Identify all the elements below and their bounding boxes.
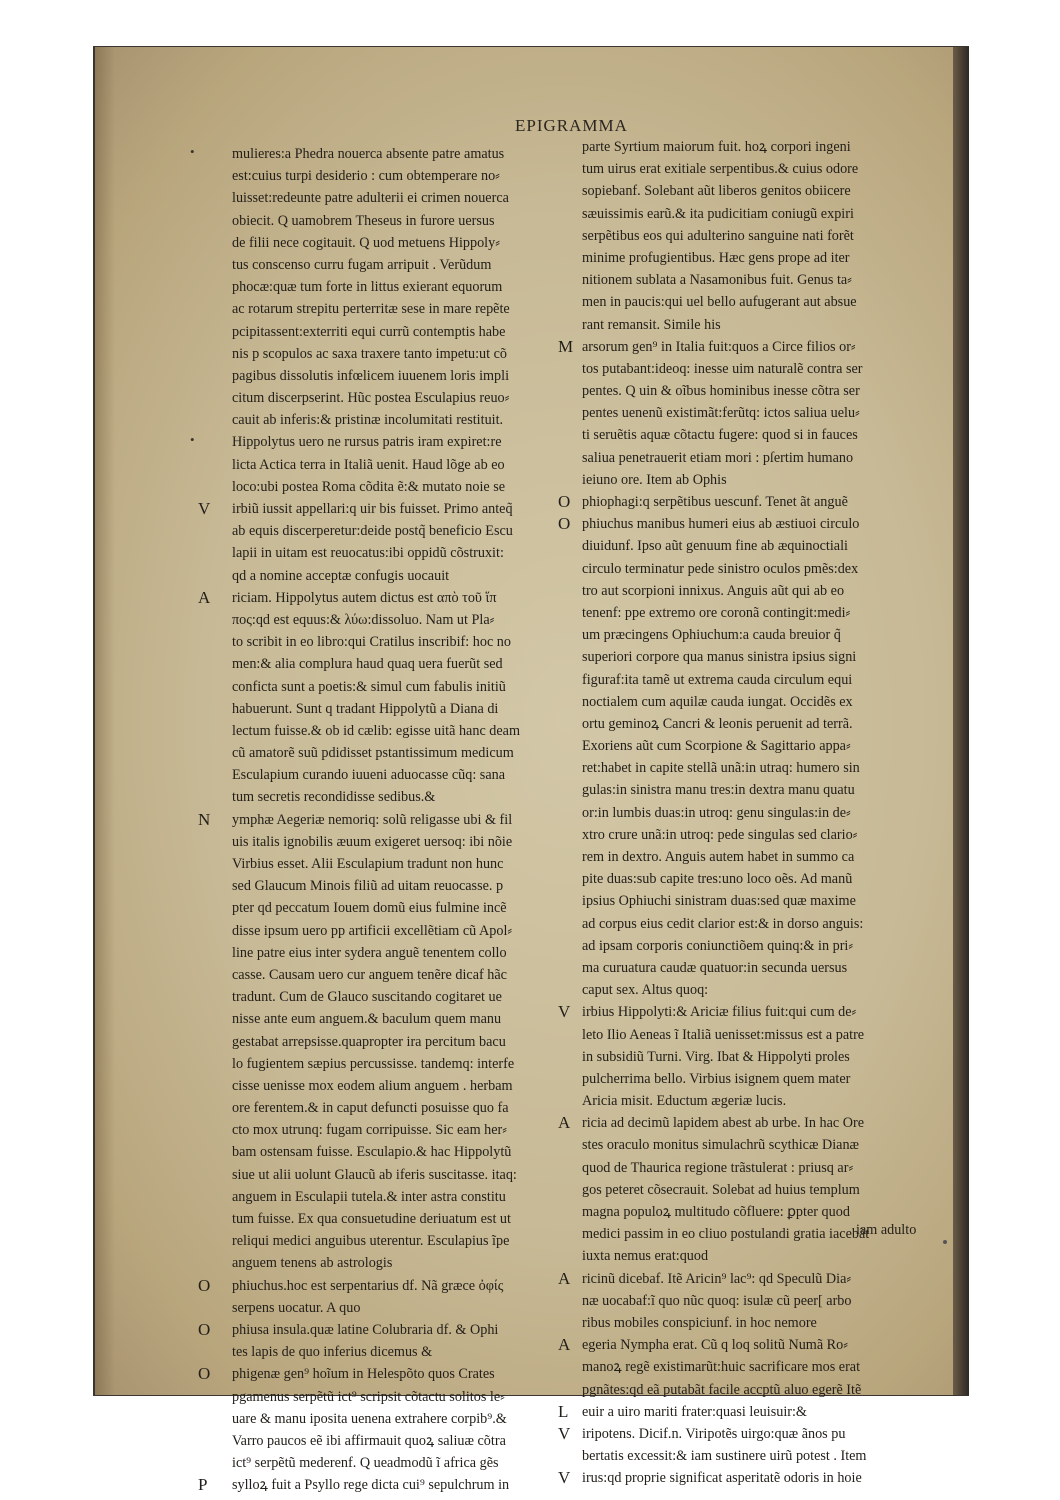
line-text: euir a uiro mariti frater:quasi leuisuir:& xyxy=(582,1403,807,1420)
text-line xyxy=(582,580,942,602)
text-line xyxy=(582,757,942,779)
text-line xyxy=(558,1467,942,1489)
line-text: egeria Nympha erat. Cũ q loq solitũ Numã Ro⸗ xyxy=(582,1337,848,1354)
initial-letter: O xyxy=(558,492,571,511)
line-text: tro aut scorpioni innixus. Anguis aũt qui ab eo xyxy=(582,582,845,599)
text-line xyxy=(558,1401,942,1423)
text-line xyxy=(232,1075,582,1097)
text-line xyxy=(582,358,942,380)
line-text: loco:ubi postea Roma cõdita ẽ:& mutato noie se xyxy=(232,478,506,495)
text-line xyxy=(558,1423,942,1445)
text-line xyxy=(232,698,582,720)
line-text: ad corpus eius cedit clarior est:& in dorso anguis: xyxy=(582,915,864,932)
line-text: est:cuius turpi desiderio : cum obtemperare no⸗ xyxy=(232,168,500,185)
line-text: Virbius esset. Alii Esculapium tradunt non hunc xyxy=(232,856,504,872)
line-text: serpens uocatur. A quo xyxy=(232,1299,361,1316)
text-line xyxy=(232,1119,582,1141)
line-text: to scribit in eo libro:qui Cratilus inscribif: hoc no xyxy=(232,634,511,651)
text-line xyxy=(582,1201,942,1223)
text-line xyxy=(232,942,582,964)
initial-letter: V xyxy=(558,1468,571,1488)
text-line xyxy=(582,447,942,469)
text-line xyxy=(582,1090,942,1112)
line-text: irbius Hippolyti:& Ariciæ filius fuit:qui cum de⸗ xyxy=(582,1004,857,1021)
line-text: ac rotarum strepitu perterritæ sese in mare repẽte xyxy=(232,301,510,318)
line-text: phiuchus manibus humeri eius ab æstiuoi circulo xyxy=(582,516,860,533)
text-line xyxy=(582,1157,942,1179)
line-text: cisse uenisse mox eodem alium anguem . herbam xyxy=(232,1077,513,1094)
line-text: pter qd peccatum Iouem domũ eius fulmine incẽ xyxy=(232,900,507,917)
text-line xyxy=(582,1046,942,1068)
line-text: obiecit. Q uamobrem Theseus in furore uersus xyxy=(232,212,495,229)
text-line xyxy=(232,1452,582,1474)
line-text: quod de Thaurica regione trãstulerat : priusq ar⸗ xyxy=(582,1159,854,1176)
line-text: arsorum gen⁹ in Italia fuit:quos a Circe filios or⸗ xyxy=(582,338,856,355)
line-text: cto mox utrunq: fugam corripuisse. Sic eam her⸗ xyxy=(232,1122,508,1139)
text-line xyxy=(232,1097,582,1119)
line-text: ribus mobiles conspiciunf. in hoc nemore xyxy=(582,1314,817,1331)
line-text: bam ostensam fuisse. Esculapio.& hac Hippolytũ xyxy=(232,1144,512,1161)
initial-letter: O xyxy=(198,1319,211,1339)
line-text: tus conscenso curru fugam arripuit . Verũdum xyxy=(232,256,492,273)
line-text: qd a nomine acceptæ confugis uocauit xyxy=(232,567,450,584)
text-line xyxy=(582,669,942,691)
line-text: ti seruẽtis aquæ cõtactu fugere: quod si in fauces xyxy=(582,427,858,444)
line-text: lo fugientem sæpius percussisse. tandemq: interfe xyxy=(232,1055,515,1072)
line-text: pentes uenenũ existimãt:ferũtq: ictos saliua uelu⸗ xyxy=(582,405,860,422)
line-text: uare & manu iposita uenena extrahere corpib⁹.& xyxy=(232,1410,507,1427)
text-line xyxy=(558,513,942,535)
text-line xyxy=(198,1363,582,1385)
line-text: pite duas:sub capite tres:uno loco oẽs. Ad manũ xyxy=(582,871,853,888)
text-line xyxy=(232,232,582,254)
text-line xyxy=(582,1312,942,1334)
line-text: gos peteret cõsecrauit. Solebat ad huius templum xyxy=(582,1181,860,1198)
line-text: nis p scopulos ac saxa traxere tanto impetu:ut cõ xyxy=(232,345,508,362)
line-text: sed Glaucum Minois filiũ ad uitam reuocasse. p xyxy=(232,878,504,895)
text-line xyxy=(582,558,942,580)
initial-letter: P xyxy=(198,1475,208,1495)
line-text: circulo terminatur pede sinistro oculos pmẽs:dex xyxy=(582,560,859,577)
line-text: conficta sunt a poetis:& simul cum fabulis initiũ xyxy=(232,678,506,695)
text-line xyxy=(582,913,942,935)
text-line xyxy=(582,979,942,1001)
line-text: ab equis discerperetur:deide postq̃ beneficio Escu xyxy=(232,523,513,540)
text-line xyxy=(582,935,942,957)
text-line xyxy=(582,380,942,402)
initial-letter: N xyxy=(198,809,211,829)
text-line xyxy=(232,1031,582,1053)
text-line xyxy=(232,720,582,742)
line-text: ma curuatura caudæ quatuor:in secunda uersus xyxy=(582,959,848,976)
text-line xyxy=(582,1379,942,1401)
line-text: men:& alia complura haud quaq uera fuerũt sed xyxy=(232,656,503,673)
text-line xyxy=(582,225,942,247)
text-line xyxy=(198,1275,582,1297)
text-line xyxy=(232,1053,582,1075)
initial-letter: L xyxy=(558,1401,569,1421)
text-line xyxy=(582,691,942,713)
text-line xyxy=(582,1445,942,1467)
text-line xyxy=(582,136,942,158)
text-line xyxy=(198,1474,582,1496)
text-line xyxy=(582,402,942,424)
line-text: in subsidiũ Turni. Virg. Ibat & Hippolyti proles xyxy=(582,1048,850,1065)
text-line xyxy=(582,314,942,336)
line-text: πος:qd est equus:& λύω:dissoluo. Nam ut Pla⸗ xyxy=(232,611,495,628)
text-line xyxy=(232,165,582,187)
text-line xyxy=(232,986,582,1008)
line-text: minime profugientibus. Hæc gens prope ad iter xyxy=(582,249,850,266)
text-line xyxy=(232,1141,582,1163)
text-line xyxy=(232,1208,582,1230)
text-line xyxy=(232,853,582,875)
text-line xyxy=(582,646,942,668)
line-text: riciam. Hippolytus autem dictus est απὸ τοῦ ἵπ xyxy=(232,589,497,606)
text-line xyxy=(582,1356,942,1378)
line-text: tum fuisse. Ex qua consuetudine deriuatum est ut xyxy=(232,1211,511,1227)
line-text: anguem tenens ab astrologis xyxy=(232,1255,393,1272)
line-text: sopiebanf. Solebant aũt liberos genitos obiicere xyxy=(582,183,851,200)
line-text: phiusa insula.quæ latine Colubraria df. & Ophi xyxy=(232,1321,499,1338)
line-text: men in paucis:qui uel bello aufugerant aut absue xyxy=(582,294,857,311)
line-text: tradunt. Cum de Glauco suscitando cogitaret ue xyxy=(232,989,502,1006)
text-line xyxy=(232,454,582,476)
line-text: citum discerpserint. Hũc postea Esculapius reuo⸗ xyxy=(232,390,510,407)
text-line xyxy=(232,1430,582,1452)
text-line xyxy=(232,609,582,631)
paragraph-mark: • xyxy=(190,432,195,448)
text-line xyxy=(582,424,942,446)
text-line xyxy=(190,143,582,165)
leaf-edge xyxy=(953,47,969,1395)
text-line xyxy=(558,1268,942,1290)
line-text: uis italis ignobilis æuum exigeret uersoq: ibi nõie xyxy=(232,833,513,850)
line-text: saliua penetrauerit etiam mori : pſertim humano xyxy=(582,449,854,466)
text-line xyxy=(232,365,582,387)
text-line xyxy=(558,1001,942,1023)
text-line xyxy=(582,469,942,491)
line-text: lapii in uitam est reuocatus:ibi oppidũ cõstruxit: xyxy=(232,545,504,562)
line-text: pgnãtes:qd eã putabãt facile accptũ aluo egerẽ Itẽ xyxy=(582,1381,862,1398)
line-text: or:in lumbis duas:in utroq: genu singulas:in de⸗ xyxy=(582,804,851,821)
line-text: ricinũ dicebaf. Itẽ Aricin⁹ lac⁹: qd Speculũ Dia⸗ xyxy=(582,1270,852,1287)
text-line xyxy=(190,431,582,453)
text-line xyxy=(582,779,942,801)
line-text: ortu geminoꝝ Cancri & leonis peruenit ad terrã. xyxy=(582,715,853,732)
line-text: gestabat arrepsisse.quapropter ira percitum bacu xyxy=(232,1033,506,1050)
text-line xyxy=(582,1290,942,1312)
line-text: anguem in Esculapii tutela.& inter astra constitu xyxy=(232,1188,506,1205)
text-line xyxy=(582,203,942,225)
line-text: phiuchus.hoc est serpentarius df. Nã græce ὀφίς xyxy=(232,1277,504,1294)
text-line xyxy=(198,809,582,831)
text-line xyxy=(582,824,942,846)
line-text: figuraf:ita tamẽ ut extrema cauda circulum equi xyxy=(582,671,853,688)
initial-letter: A xyxy=(198,587,211,607)
initial-letter: V xyxy=(558,1002,571,1022)
text-line xyxy=(558,1112,942,1134)
initial-letter: A xyxy=(558,1113,571,1133)
text-line xyxy=(232,276,582,298)
text-line xyxy=(232,387,582,409)
text-line xyxy=(232,676,582,698)
text-line xyxy=(582,624,942,646)
initial-letter: O xyxy=(558,514,571,534)
line-text: de filii nece cogitauit. Q uod metuens Hippoly⸗ xyxy=(232,234,500,251)
line-text: licta Actica terra in Italiã uenit. Haud lõge ab eo xyxy=(232,456,505,473)
initial-letter: A xyxy=(558,1268,571,1288)
line-text: tum uirus erat exitiale serpentibus.& cuius odore xyxy=(582,161,859,178)
line-text: siue ut alii uolunt Glaucũ ab iferis suscitasse. itaq: xyxy=(232,1166,517,1183)
line-text: ricia ad decimũ lapidem abest ab urbe. In hac Ore xyxy=(582,1115,865,1132)
line-text: phigenæ gen⁹ hoĩum in Helespõto quos Crates xyxy=(232,1366,495,1383)
text-line xyxy=(582,158,942,180)
text-line xyxy=(232,1408,582,1430)
line-text: disse ipsum uero pp artificii excellẽtiam cũ Apol⸗ xyxy=(232,922,513,939)
text-line xyxy=(232,409,582,431)
text-line xyxy=(232,1164,582,1186)
text-line xyxy=(232,210,582,232)
line-text: serpẽtibus eos qui adulterino sanguine nati forẽt xyxy=(582,227,854,244)
line-text: iuxta nemus erat:quod xyxy=(582,1248,709,1265)
line-text: ret:habet in capite stellã unã:in utraq: humero sin xyxy=(582,760,860,777)
line-text: tos putabant:ideoq: inesse uim naturalẽ contra ser xyxy=(582,360,863,377)
text-line xyxy=(198,498,582,520)
line-text: rant remansit. Simile his xyxy=(582,316,721,333)
text-line xyxy=(582,247,942,269)
line-text: tum secretis recondidisse sedibus.& xyxy=(232,789,436,806)
text-line xyxy=(582,1245,942,1267)
initial-letter: O xyxy=(198,1364,211,1384)
line-text: bertatis excessit:& iam sustinere uirũ potest . Item xyxy=(582,1448,867,1465)
text-line xyxy=(232,875,582,897)
text-line xyxy=(232,764,582,786)
line-text: pulcherrima bello. Virbius isignem quem mater xyxy=(582,1070,851,1087)
line-text: reliqui medici anguibus uterentur. Esculapius ĩpe xyxy=(232,1233,510,1250)
line-text: Esculapium curando iuueni aduocasse cũq: sana xyxy=(232,767,506,784)
line-text: manoꝝ regẽ existimarũt:huic sacrificare mos erat xyxy=(582,1359,861,1376)
line-text: phiophagi:q serpẽtibus uescunf. Tenet ãt anguẽ xyxy=(582,494,848,510)
text-line xyxy=(232,254,582,276)
line-text: iripotens. Dicif.n. Viripotẽs uirgo:quæ ãnos pu xyxy=(582,1425,846,1442)
line-text: xtro crure unã:in utroq: pede singulas sed clario⸗ xyxy=(582,826,858,843)
line-text: casse. Causam uero cur anguem tenẽre dicaf hãc xyxy=(232,966,507,983)
text-line xyxy=(582,269,942,291)
line-text: irbiũ iussit appellari:q uir bis fuisset. Primo anteq̃ xyxy=(232,501,513,517)
text-line xyxy=(232,1341,582,1363)
text-line xyxy=(232,520,582,542)
text-line xyxy=(582,535,942,557)
left-column xyxy=(190,143,582,1496)
text-line xyxy=(582,846,942,868)
line-text: mulieres:a Phedra nouerca absente patre amatus xyxy=(232,146,505,162)
line-text: um præcingens Ophiuchum:a cauda breuior q̃ xyxy=(582,627,841,644)
line-text: gulas:in sinistra manu tres:in dextra manu quatu xyxy=(582,782,855,799)
text-line xyxy=(582,735,942,757)
text-line xyxy=(558,1334,942,1356)
text-line xyxy=(582,1068,942,1090)
text-line xyxy=(198,1319,582,1341)
line-text: næ uocabaf:ĩ quo nũc quoq: isulæ cũ peer[ arbo xyxy=(582,1292,852,1309)
text-line xyxy=(232,343,582,365)
text-line xyxy=(582,890,942,912)
line-text: pgamenus serpẽtũ ict⁹ scripsit cõtactu solitos le⸗ xyxy=(232,1388,505,1405)
text-line xyxy=(232,1252,582,1274)
initial-letter: V xyxy=(198,499,211,518)
text-line xyxy=(232,1008,582,1030)
line-text: ieiuno ore. Item ab Ophis xyxy=(582,471,727,488)
line-text: caput sex. Altus quoq: xyxy=(582,982,709,999)
initial-letter: A xyxy=(558,1335,571,1355)
line-text: parte Syrtium maiorum fuit. hoꝝ corpori ingeni xyxy=(582,139,851,155)
text-line xyxy=(558,491,942,513)
line-text: rem in dextro. Anguis autem habet in summo ca xyxy=(582,849,855,865)
line-text: irus:qd proprie significat asperitatẽ odoris in hoie xyxy=(582,1470,862,1487)
line-text: diuidunf. Ipso aũt genuum fine ab æquinoctiali xyxy=(582,538,848,555)
text-line xyxy=(582,802,942,824)
running-header: EPIGRAMMA xyxy=(515,116,628,135)
line-text: ymphæ Aegeriæ nemoriq: solũ religasse ubi & fil xyxy=(232,811,513,828)
line-text: Aricia misit. Eductum ægeriæ lucis. xyxy=(582,1093,787,1110)
line-text: sæuissimis earũ.& ita pudicitiam coniugũ expiri xyxy=(582,205,854,222)
text-line xyxy=(198,587,582,609)
line-text: medici passim in eo cliuo postulandi gratia iacebãt xyxy=(582,1226,870,1243)
line-text: stes oraculo monitus simulachrũ scythicæ Dianæ xyxy=(582,1137,860,1154)
text-line xyxy=(232,897,582,919)
paragraph-mark: • xyxy=(190,144,195,159)
text-line xyxy=(232,742,582,764)
gutter-shadow xyxy=(95,47,115,1395)
line-text: line patre eius inter sydera anguẽ tenentem collo xyxy=(232,944,507,961)
line-text: Varro paucos eẽ ibi affirmauit quoꝝ saliuæ cõtra xyxy=(232,1432,506,1449)
line-text: magna populoꝝ multitudo cõfluere: ꝑpter quod xyxy=(582,1204,850,1220)
initial-letter: M xyxy=(558,336,574,356)
line-text: lectum fuisse.& ob id cælib: egisse uitã hanc deam xyxy=(232,722,521,739)
line-text: ict⁹ serpẽtũ mederenf. Q ueadmodũ ĩ africa gẽs xyxy=(232,1455,499,1472)
line-text: pagibus dissolutis infœlicem iuuenem loris impli xyxy=(232,367,510,384)
line-text: tenenf: ppe extremo ore coronã contingit:medi⸗ xyxy=(582,604,851,621)
text-line xyxy=(232,1386,582,1408)
text-line xyxy=(232,1230,582,1252)
text-line xyxy=(232,831,582,853)
text-line xyxy=(582,180,942,202)
initial-letter: O xyxy=(198,1275,211,1295)
text-line xyxy=(558,336,942,358)
text-line xyxy=(232,321,582,343)
text-line xyxy=(232,1186,582,1208)
text-line xyxy=(232,187,582,209)
line-text: sylloꝝ fuit a Psyllo rege dicta cui⁹ sepulchrum in xyxy=(232,1477,510,1494)
text-line xyxy=(232,631,582,653)
line-text: Exoriens aũt cum Scorpione & Sagittario appa⸗ xyxy=(582,738,851,755)
text-line xyxy=(582,291,942,313)
line-text: ipsius Ophiuchi sinistram duas:sed quæ maxime xyxy=(582,893,856,910)
text-line xyxy=(232,542,582,564)
line-text: cauit ab inferis:& pristinæ incolumitati restituit. xyxy=(232,412,504,429)
line-text: pcipitassent:exterriti equi currũ contemptis habe xyxy=(232,323,506,340)
text-line xyxy=(582,713,942,735)
right-column xyxy=(558,136,942,1489)
text-line xyxy=(232,786,582,808)
text-line xyxy=(582,602,942,624)
text-line xyxy=(232,476,582,498)
line-text: nitionem sublata a Nasamonibus fuit. Genus ta⸗ xyxy=(582,272,852,289)
text-line xyxy=(582,868,942,890)
line-text: habuerunt. Sunt q tradant Hippolytũ a Diana di xyxy=(232,700,499,717)
text-line xyxy=(232,298,582,320)
text-line xyxy=(232,1297,582,1319)
line-text: tes lapis de quo inferius dicemus & xyxy=(232,1344,433,1361)
line-text: ore ferentem.& in caput defuncti posuisse quo fa xyxy=(232,1100,509,1117)
line-text: superiori corpore qua manus sinistra ipsius signi xyxy=(582,649,857,666)
text-line xyxy=(232,653,582,675)
line-text: pentes. Q uin & oĩbus hominibus inesse cõtra ser xyxy=(582,383,860,400)
stain-dot xyxy=(943,1240,947,1244)
line-text: phocæ:quæ tum forte in littus exierant equorum xyxy=(232,279,503,296)
line-text: noctialem cum aquilæ cauda iungat. Occidẽs ex xyxy=(582,693,853,710)
text-line xyxy=(582,1179,942,1201)
line-text: nisse ante eum anguem.& baculum quem manu xyxy=(232,1011,502,1028)
text-line xyxy=(232,964,582,986)
text-line xyxy=(582,957,942,979)
line-text: leto Ilio Aeneas ĩ Italiã uenisset:missus est a patre xyxy=(582,1026,865,1043)
text-line xyxy=(582,1024,942,1046)
text-line xyxy=(232,920,582,942)
text-line xyxy=(232,565,582,587)
catchword: iam adulto xyxy=(856,1222,917,1238)
line-text: Hippolytus uero ne rursus patris iram expiret:re xyxy=(232,434,502,451)
line-text: luisset:redeunte patre adulterii ei crimen nouerca xyxy=(232,190,509,207)
initial-letter: V xyxy=(558,1423,571,1443)
line-text: cũ amatorẽ suũ pdidisset pstantissimum medicum xyxy=(232,745,514,762)
text-line xyxy=(582,1134,942,1156)
line-text: ad ipsam corporis coniunctiõem quinq:& in pri⸗ xyxy=(582,937,854,954)
